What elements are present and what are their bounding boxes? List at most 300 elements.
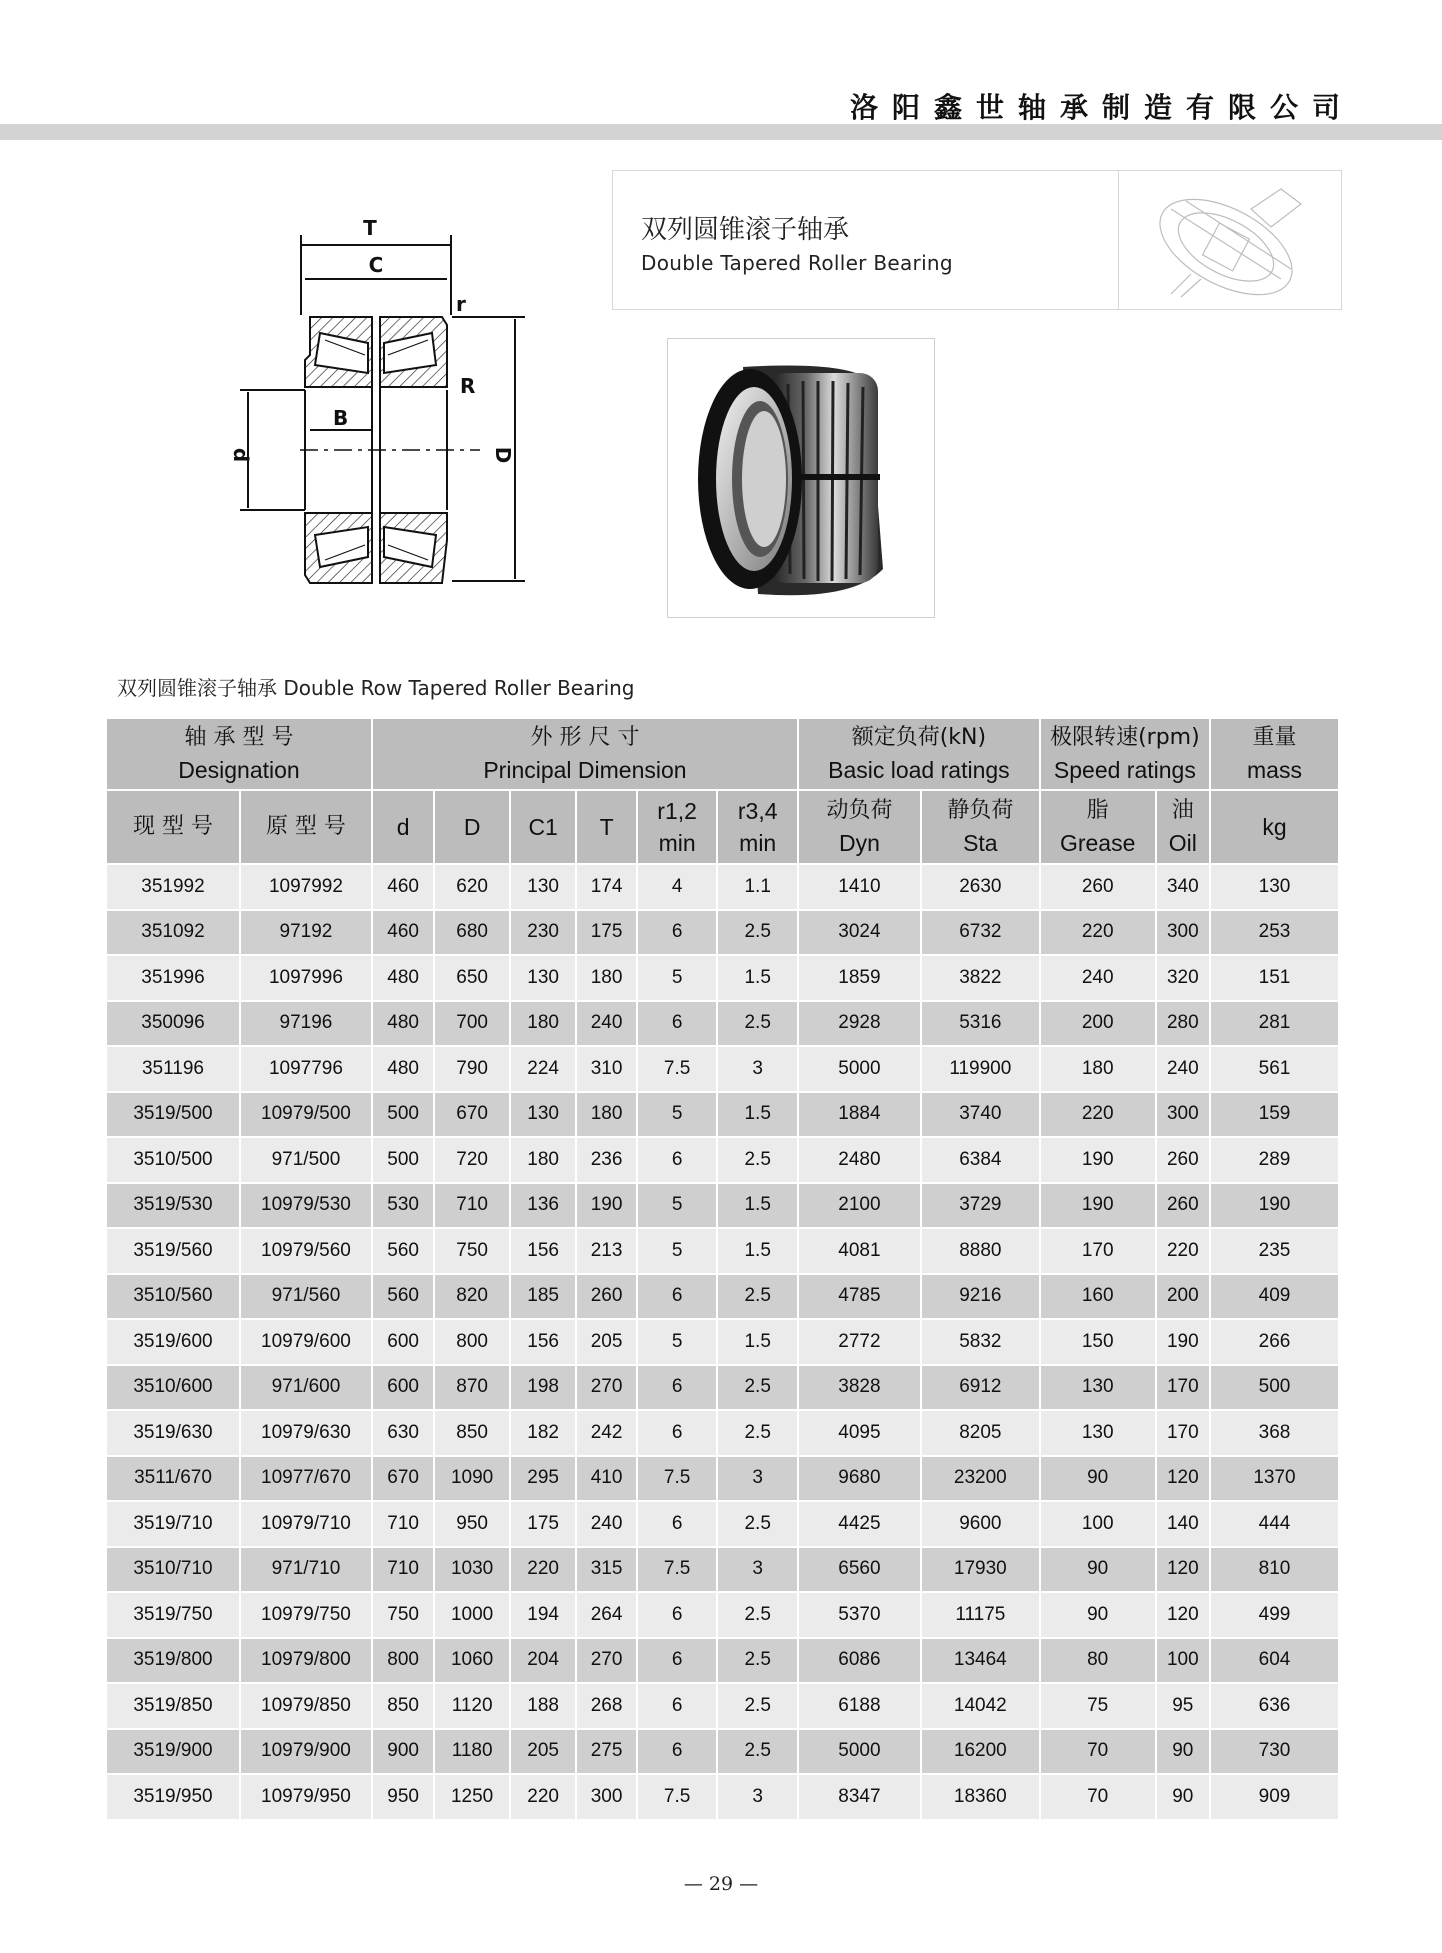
table-cell: 2.5: [717, 1592, 798, 1638]
table-cell: 220: [1156, 1228, 1210, 1274]
table-row: [106, 1183, 1339, 1229]
table-cell: 156: [510, 1228, 576, 1274]
header-oil: [1156, 790, 1210, 864]
table-row: [106, 1228, 1339, 1274]
header-mass-cn: 重量: [1252, 725, 1297, 750]
table-cell: 800: [372, 1638, 434, 1684]
table-cell: 300: [1156, 910, 1210, 956]
table-cell: 90: [1156, 1729, 1210, 1775]
table-cell: 174: [576, 864, 636, 910]
table-cell: 2480: [798, 1137, 921, 1183]
table-row: [106, 864, 1339, 910]
table-cell: 971/500: [240, 1137, 372, 1183]
table-cell: 13464: [921, 1638, 1040, 1684]
header-speed-en: Speed ratings: [1053, 757, 1196, 783]
bearing-photo: [667, 338, 935, 618]
table-cell: 80: [1040, 1638, 1156, 1684]
table-cell: 23200: [921, 1456, 1040, 1502]
table-cell: 1180: [434, 1729, 510, 1775]
table-cell: 1.5: [717, 955, 798, 1001]
table-cell: 1030: [434, 1547, 510, 1593]
table-cell: 4095: [798, 1410, 921, 1456]
table-cell: 140: [1156, 1501, 1210, 1547]
table-cell: 3: [717, 1774, 798, 1820]
table-cell: 3511/670: [106, 1456, 240, 1502]
table-cell: 240: [576, 1501, 636, 1547]
table-cell: 1.5: [717, 1183, 798, 1229]
table-cell: 130: [1040, 1365, 1156, 1411]
table-cell: 4785: [798, 1274, 921, 1320]
table-cell: 6: [637, 1001, 718, 1047]
table-cell: 182: [510, 1410, 576, 1456]
table-cell: 253: [1210, 910, 1339, 956]
table-cell: 180: [510, 1001, 576, 1047]
table-cell: 6: [637, 1501, 718, 1547]
table-row: [106, 910, 1339, 956]
table-cell: 351092: [106, 910, 240, 956]
header-r12-label: r1,2: [657, 798, 697, 824]
table-cell: 630: [372, 1410, 434, 1456]
table-cell: 750: [372, 1592, 434, 1638]
table-cell: 151: [1210, 955, 1339, 1001]
product-title-box: [612, 170, 1342, 310]
table-cell: 2.5: [717, 1683, 798, 1729]
table-cell: 205: [576, 1319, 636, 1365]
dim-label-T: T: [363, 216, 377, 240]
table-cell: 1410: [798, 864, 921, 910]
table-cell: 159: [1210, 1092, 1339, 1138]
table-cell: 130: [1210, 864, 1339, 910]
table-cell: 260: [1156, 1137, 1210, 1183]
product-title-en: Double Tapered Roller Bearing: [641, 251, 953, 275]
table-cell: 800: [434, 1319, 510, 1365]
table-cell: 130: [510, 864, 576, 910]
table-cell: 790: [434, 1046, 510, 1092]
table-cell: 10979/530: [240, 1183, 372, 1229]
table-cell: 530: [372, 1183, 434, 1229]
header-load: [798, 718, 1040, 790]
table-cell: 180: [1040, 1046, 1156, 1092]
table-cell: 3519/950: [106, 1774, 240, 1820]
table-cell: 1.5: [717, 1092, 798, 1138]
table-row: [106, 1774, 1339, 1820]
header-speed: [1040, 718, 1210, 790]
table-cell: 130: [510, 955, 576, 1001]
header-bar: [0, 124, 1442, 140]
header-designation-en: Designation: [178, 757, 300, 783]
header-mass: [1210, 718, 1339, 790]
table-cell: 971/600: [240, 1365, 372, 1411]
table-cell: 3519/750: [106, 1592, 240, 1638]
header-new-model: 现 型 号: [106, 790, 240, 864]
table-cell: 10979/900: [240, 1729, 372, 1775]
table-cell: 620: [434, 864, 510, 910]
table-cell: 3519/560: [106, 1228, 240, 1274]
dim-label-D: D: [491, 446, 515, 464]
table-cell: 10979/500: [240, 1092, 372, 1138]
header-speed-cn: 极限转速(rpm): [1050, 725, 1200, 750]
header-r34-min: min: [739, 830, 777, 856]
table-cell: 175: [510, 1501, 576, 1547]
table-row: [106, 955, 1339, 1001]
table-cell: 204: [510, 1638, 576, 1684]
table-cell: 950: [434, 1501, 510, 1547]
table-cell: 275: [576, 1729, 636, 1775]
table-cell: 70: [1040, 1729, 1156, 1775]
header-r12-min: min: [658, 830, 696, 856]
table-row: [106, 1729, 1339, 1775]
table-cell: 1120: [434, 1683, 510, 1729]
table-cell: 8347: [798, 1774, 921, 1820]
header-d: d: [372, 790, 434, 864]
header-dyn-cn: 动负荷: [826, 798, 893, 823]
table-cell: 950: [372, 1774, 434, 1820]
table-cell: 6188: [798, 1683, 921, 1729]
table-cell: 224: [510, 1046, 576, 1092]
table-cell: 190: [1040, 1183, 1156, 1229]
table-cell: 636: [1210, 1683, 1339, 1729]
table-cell: 3510/560: [106, 1274, 240, 1320]
table-cell: 1097796: [240, 1046, 372, 1092]
header-dyn: [798, 790, 921, 864]
table-cell: 194: [510, 1592, 576, 1638]
table-cell: 480: [372, 955, 434, 1001]
table-cell: 3828: [798, 1365, 921, 1411]
table-cell: 560: [372, 1228, 434, 1274]
table-cell: 8205: [921, 1410, 1040, 1456]
table-row: [106, 1274, 1339, 1320]
header-grease: [1040, 790, 1156, 864]
table-cell: 3510/600: [106, 1365, 240, 1411]
table-cell: 460: [372, 864, 434, 910]
table-cell: 300: [1156, 1092, 1210, 1138]
table-cell: 971/710: [240, 1547, 372, 1593]
table-cell: 560: [372, 1274, 434, 1320]
table-cell: 600: [372, 1319, 434, 1365]
table-cell: 200: [1156, 1274, 1210, 1320]
table-row: [106, 1365, 1339, 1411]
table-cell: 10979/560: [240, 1228, 372, 1274]
table-cell: 680: [434, 910, 510, 956]
table-cell: 5000: [798, 1729, 921, 1775]
header-r12: [637, 790, 718, 864]
table-cell: 150: [1040, 1319, 1156, 1365]
table-cell: 2772: [798, 1319, 921, 1365]
table-cell: 130: [510, 1092, 576, 1138]
table-cell: 700: [434, 1001, 510, 1047]
table-cell: 220: [1040, 1092, 1156, 1138]
table-cell: 8880: [921, 1228, 1040, 1274]
table-cell: 2630: [921, 864, 1040, 910]
table-cell: 220: [510, 1774, 576, 1820]
header-mass-en: mass: [1247, 757, 1302, 783]
table-cell: 90: [1040, 1547, 1156, 1593]
table-cell: 5370: [798, 1592, 921, 1638]
table-cell: 295: [510, 1456, 576, 1502]
header-dyn-en: Dyn: [838, 830, 880, 856]
table-cell: 4425: [798, 1501, 921, 1547]
table-cell: 1000: [434, 1592, 510, 1638]
page-number: — 29 —: [683, 1873, 759, 1895]
header-dimension: [372, 718, 798, 790]
header-T: T: [576, 790, 636, 864]
table-cell: 6: [637, 1592, 718, 1638]
table-cell: 180: [576, 955, 636, 1001]
header-dimension-en: Principal Dimension: [483, 757, 687, 783]
table-cell: 97192: [240, 910, 372, 956]
table-cell: 190: [1210, 1183, 1339, 1229]
table-cell: 870: [434, 1365, 510, 1411]
table-cell: 1.1: [717, 864, 798, 910]
table-cell: 368: [1210, 1410, 1339, 1456]
table-row: [106, 1592, 1339, 1638]
header-r34: [717, 790, 798, 864]
table-cell: 156: [510, 1319, 576, 1365]
table-cell: 200: [1040, 1001, 1156, 1047]
table-cell: 710: [372, 1501, 434, 1547]
table-cell: 130: [1040, 1410, 1156, 1456]
table-row: [106, 1501, 1339, 1547]
table-cell: 10979/850: [240, 1683, 372, 1729]
table-cell: 260: [1040, 864, 1156, 910]
table-cell: 180: [510, 1137, 576, 1183]
table-cell: 1884: [798, 1092, 921, 1138]
table-cell: 270: [576, 1638, 636, 1684]
table-cell: 236: [576, 1137, 636, 1183]
table-cell: 3729: [921, 1183, 1040, 1229]
table-cell: 710: [372, 1547, 434, 1593]
table-cell: 6: [637, 1410, 718, 1456]
table-cell: 160: [1040, 1274, 1156, 1320]
header-designation: [106, 718, 372, 790]
table-cell: 351992: [106, 864, 240, 910]
table-cell: 220: [510, 1547, 576, 1593]
table-cell: 670: [434, 1092, 510, 1138]
table-cell: 289: [1210, 1137, 1339, 1183]
table-cell: 2.5: [717, 1274, 798, 1320]
table-cell: 119900: [921, 1046, 1040, 1092]
table-cell: 281: [1210, 1001, 1339, 1047]
table-cell: 3: [717, 1046, 798, 1092]
table-row: [106, 1456, 1339, 1502]
table-cell: 6384: [921, 1137, 1040, 1183]
table-cell: 480: [372, 1001, 434, 1047]
table-cell: 10979/950: [240, 1774, 372, 1820]
table-cell: 6: [637, 1365, 718, 1411]
table-cell: 6: [637, 1274, 718, 1320]
table-cell: 70: [1040, 1774, 1156, 1820]
table-cell: 120: [1156, 1547, 1210, 1593]
table-cell: 2.5: [717, 1729, 798, 1775]
table-cell: 5: [637, 1183, 718, 1229]
table-cell: 3519/710: [106, 1501, 240, 1547]
table-cell: 3519/500: [106, 1092, 240, 1138]
table-cell: 2.5: [717, 910, 798, 956]
table-cell: 850: [372, 1683, 434, 1729]
table-cell: 10979/630: [240, 1410, 372, 1456]
table-cell: 18360: [921, 1774, 1040, 1820]
table-cell: 100: [1040, 1501, 1156, 1547]
table-cell: 1.5: [717, 1228, 798, 1274]
table-cell: 480: [372, 1046, 434, 1092]
table-cell: 6: [637, 1683, 718, 1729]
table-row: [106, 1683, 1339, 1729]
table-cell: 10977/670: [240, 1456, 372, 1502]
table-cell: 444: [1210, 1501, 1339, 1547]
table-cell: 500: [372, 1092, 434, 1138]
table-cell: 90: [1040, 1456, 1156, 1502]
table-cell: 10979/800: [240, 1638, 372, 1684]
table-cell: 260: [576, 1274, 636, 1320]
table-cell: 5832: [921, 1319, 1040, 1365]
table-row: [106, 1046, 1339, 1092]
table-cell: 5000: [798, 1046, 921, 1092]
table-cell: 561: [1210, 1046, 1339, 1092]
table-cell: 650: [434, 955, 510, 1001]
table-cell: 3519/630: [106, 1410, 240, 1456]
table-cell: 7.5: [637, 1547, 718, 1593]
table-cell: 5: [637, 1228, 718, 1274]
table-cell: 120: [1156, 1592, 1210, 1638]
table-cell: 3510/710: [106, 1547, 240, 1593]
title-divider: [1118, 171, 1119, 309]
table-row: [106, 1547, 1339, 1593]
table-cell: 820: [434, 1274, 510, 1320]
header-oil-en: Oil: [1168, 830, 1197, 856]
table-cell: 850: [434, 1410, 510, 1456]
table-cell: 409: [1210, 1274, 1339, 1320]
table-row: [106, 1001, 1339, 1047]
table-row: [106, 1638, 1339, 1684]
table-cell: 230: [510, 910, 576, 956]
table-cell: 3: [717, 1456, 798, 1502]
dim-label-B: B: [333, 406, 349, 430]
table-cell: 1097996: [240, 955, 372, 1001]
table-cell: 2.5: [717, 1365, 798, 1411]
table-cell: 213: [576, 1228, 636, 1274]
table-cell: 9680: [798, 1456, 921, 1502]
table-cell: 604: [1210, 1638, 1339, 1684]
table-cell: 4: [637, 864, 718, 910]
table-cell: 16200: [921, 1729, 1040, 1775]
table-cell: 268: [576, 1683, 636, 1729]
table-cell: 3740: [921, 1092, 1040, 1138]
table-cell: 280: [1156, 1001, 1210, 1047]
table-cell: 3519/850: [106, 1683, 240, 1729]
table-cell: 1370: [1210, 1456, 1339, 1502]
table-cell: 170: [1156, 1410, 1210, 1456]
table-cell: 499: [1210, 1592, 1339, 1638]
table-cell: 6086: [798, 1638, 921, 1684]
table-cell: 188: [510, 1683, 576, 1729]
table-cell: 315: [576, 1547, 636, 1593]
table-cell: 6: [637, 910, 718, 956]
table-cell: 3519/600: [106, 1319, 240, 1365]
header-sta-en: Sta: [963, 830, 998, 856]
table-cell: 1097992: [240, 864, 372, 910]
table-cell: 95: [1156, 1683, 1210, 1729]
table-cell: 7.5: [637, 1456, 718, 1502]
table-cell: 1.5: [717, 1319, 798, 1365]
table-cell: 2100: [798, 1183, 921, 1229]
company-name: 洛阳鑫世轴承制造有限公司: [849, 91, 1354, 124]
table-cell: 351996: [106, 955, 240, 1001]
table-row: [106, 1092, 1339, 1138]
header-dimension-cn: 外 形 尺 寸: [530, 725, 640, 750]
bearing-photo-image: [668, 339, 934, 617]
table-cell: 175: [576, 910, 636, 956]
table-cell: 670: [372, 1456, 434, 1502]
table-cell: 90: [1040, 1592, 1156, 1638]
table-cell: 9216: [921, 1274, 1040, 1320]
header-r34-label: r3,4: [737, 798, 778, 824]
table-cell: 500: [1210, 1365, 1339, 1411]
table-cell: 17930: [921, 1547, 1040, 1593]
table-cell: 97196: [240, 1001, 372, 1047]
header-grease-cn: 脂: [1086, 798, 1109, 823]
table-cell: 5: [637, 955, 718, 1001]
table-cell: 2.5: [717, 1501, 798, 1547]
table-cell: 170: [1156, 1365, 1210, 1411]
table-cell: 1090: [434, 1456, 510, 1502]
table-cell: 7.5: [637, 1046, 718, 1092]
product-title-cn: 双列圆锥滚子轴承: [641, 215, 850, 245]
table-cell: 350096: [106, 1001, 240, 1047]
table-cell: 205: [510, 1729, 576, 1775]
table-cell: 310: [576, 1046, 636, 1092]
header-load-en: Basic load ratings: [828, 757, 1010, 783]
table-cell: 3822: [921, 955, 1040, 1001]
table-cell: 264: [576, 1592, 636, 1638]
table-cell: 6: [637, 1729, 718, 1775]
header-oil-cn: 油: [1171, 798, 1194, 823]
table-cell: 5: [637, 1092, 718, 1138]
table-cell: 710: [434, 1183, 510, 1229]
table-cell: 410: [576, 1456, 636, 1502]
table-cell: 7.5: [637, 1774, 718, 1820]
table-cell: 340: [1156, 864, 1210, 910]
table-cell: 2928: [798, 1001, 921, 1047]
table-body: [106, 864, 1339, 1820]
table-cell: 3519/530: [106, 1183, 240, 1229]
table-cell: 320: [1156, 955, 1210, 1001]
table-cell: 9600: [921, 1501, 1040, 1547]
table-cell: 6912: [921, 1365, 1040, 1411]
table-cell: 90: [1156, 1774, 1210, 1820]
table-cell: 260: [1156, 1183, 1210, 1229]
table-cell: 600: [372, 1365, 434, 1411]
table-cell: 136: [510, 1183, 576, 1229]
table-cell: 242: [576, 1410, 636, 1456]
table-cell: 750: [434, 1228, 510, 1274]
table-cell: 75: [1040, 1683, 1156, 1729]
table-cell: 6732: [921, 910, 1040, 956]
table-cell: 3024: [798, 910, 921, 956]
table-row: [106, 1410, 1339, 1456]
header-designation-cn: 轴 承 型 号: [184, 725, 294, 750]
header-old-model: 原 型 号: [240, 790, 372, 864]
table-cell: 6: [637, 1137, 718, 1183]
table-cell: 351196: [106, 1046, 240, 1092]
table-cell: 190: [1040, 1137, 1156, 1183]
table-cell: 1060: [434, 1638, 510, 1684]
table-cell: 300: [576, 1774, 636, 1820]
table-cell: 120: [1156, 1456, 1210, 1502]
table-cell: 11175: [921, 1592, 1040, 1638]
table-cell: 170: [1040, 1228, 1156, 1274]
table-cell: 2.5: [717, 1137, 798, 1183]
table-cell: 971/560: [240, 1274, 372, 1320]
